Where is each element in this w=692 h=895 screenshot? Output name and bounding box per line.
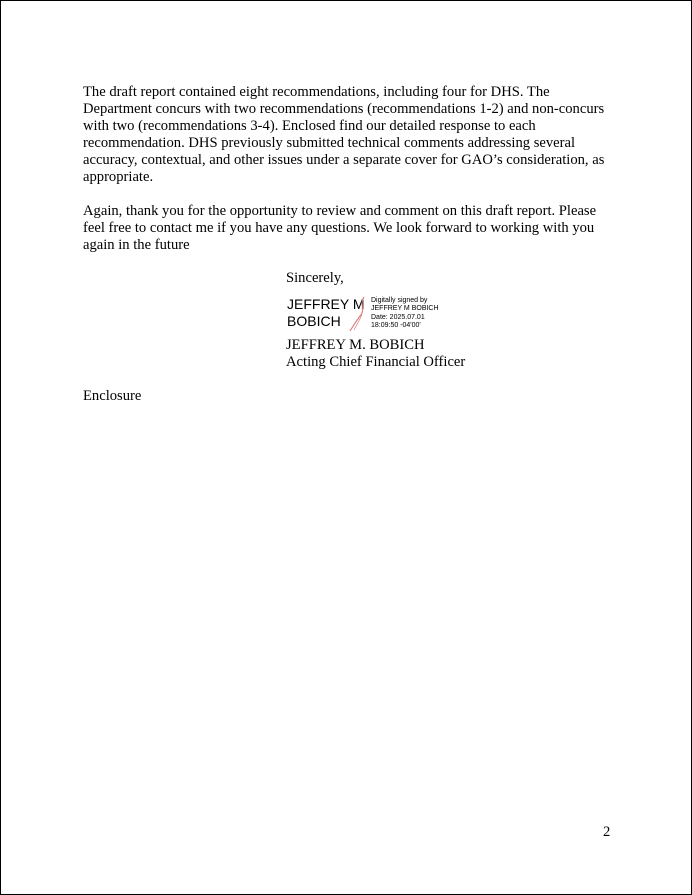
signature-details (371, 297, 439, 331)
enclosure-label: Enclosure (83, 388, 142, 404)
body-paragraph-1: The draft report contained eight recommendations, including four for DHS. The Department concurs with two recommendations (recommendations 1-2) and non-concurs with two (recommendations 3-4). Enclosed find our detailed response to each recommendation. DHS previously submitted technical comments addressing several accuracy, contextual, and other issues under a separate cover for GAO’s consideration, as appropriate. (83, 84, 605, 185)
signature-detail-line-3: Date: 2025.07.01 (371, 313, 425, 321)
signature-detail-line-2: JEFFREY M BOBICH (371, 305, 439, 313)
signature-detail-line-1: Digitally signed by (371, 297, 428, 304)
signer-title: Acting Chief Financial Officer (286, 354, 466, 370)
salutation: Sincerely, (286, 270, 344, 286)
page-number: 2 (603, 824, 611, 840)
signature-detail-line-4: 18:09:50 -04'00' (371, 322, 421, 330)
signature-name-line-2: BOBICH (287, 313, 341, 329)
signature-mark-icon (348, 296, 372, 332)
digital-signature[interactable] (286, 296, 456, 332)
body-paragraph-2: Again, thank you for the opportunity to review and comment on this draft report. Please feel free to contact me if you have any questions. We look forward to working with you again in the future (83, 203, 597, 253)
signer-name: JEFFREY M. BOBICH (286, 337, 425, 353)
signature-name-line-1: JEFFREY M (287, 296, 365, 312)
